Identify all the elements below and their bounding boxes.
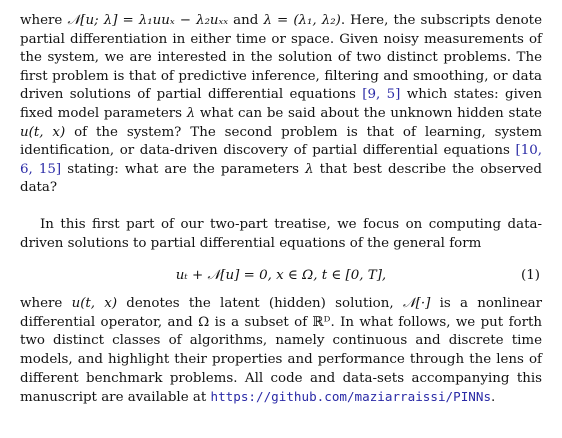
citation-link[interactable]: [10, 6, 15]: [20, 143, 542, 177]
math-lambda: λ: [305, 161, 314, 177]
math-operator: 𝒩[·]: [402, 296, 431, 312]
equation-block: [20, 267, 542, 289]
math-lambda: λ: [186, 105, 196, 121]
text-run: stating: what are the parameters: [61, 161, 306, 177]
math-latent-solution: u(t, x): [71, 296, 118, 312]
math-operator-definition: 𝒩[u; λ] = λ₁uuₓ − λ₂uₓₓ: [67, 13, 229, 28]
math-omega: Ω: [198, 314, 210, 330]
text-run: is a subset of: [209, 314, 313, 330]
equation-number: (1): [521, 268, 540, 284]
paragraph-treatise: In this first part of our two-part treatise, we focus on computing data-driven solutions to partial differential equations of the general form: [20, 216, 542, 251]
text-run: where: [20, 13, 68, 28]
text-run: .: [491, 390, 496, 406]
repository-link[interactable]: https://github.com/maziarraissi/PINNs: [210, 389, 492, 405]
text-run: . In what follows, we put forth two distinct classes of algorithms, namely continuous and discrete time models, and highlight their properties and performance through the lens of different benchmark problems. All code and data-sets accompanying this manuscript are available at: [20, 314, 542, 406]
math-real-space: ℝᴰ: [312, 314, 331, 330]
citation-link[interactable]: [9, 5]: [362, 87, 401, 103]
text-run: . Here, the subscripts denote partial differentiation in either time or space. Given noisy measurements of the system, we are interested in the solution of two distinct problems. The first problem is that of predictive inference, filtering and smoothing, or data driven solutions of partial differential equations: [20, 13, 542, 103]
text-run: denotes the latent (hidden) solution,: [117, 296, 403, 312]
paragraph-latent: [20, 295, 542, 408]
math-hidden-state: u(t, x): [20, 124, 66, 140]
text-run: and: [228, 13, 264, 28]
math-lambda-definition: λ = (λ₁, λ₂): [263, 13, 341, 28]
paragraph-problems: [20, 12, 542, 198]
text-run: where: [20, 296, 72, 312]
text-run: which states: given fixed model parameters: [20, 87, 542, 121]
text-run: that best describe the observed data?: [20, 161, 542, 196]
text-run: what can be said about the unknown hidden state: [195, 105, 542, 121]
text-run: of the system? The second problem is that of learning, system identification, or data-driven discovery of partial differential equations: [20, 124, 542, 159]
text-run: is a nonlinear differential operator, and: [20, 296, 543, 330]
equation-expression: uₜ + 𝒩[u] = 0, x ∈ Ω, t ∈ [0, T],: [175, 268, 387, 284]
paper-page: [20, 12, 542, 408]
